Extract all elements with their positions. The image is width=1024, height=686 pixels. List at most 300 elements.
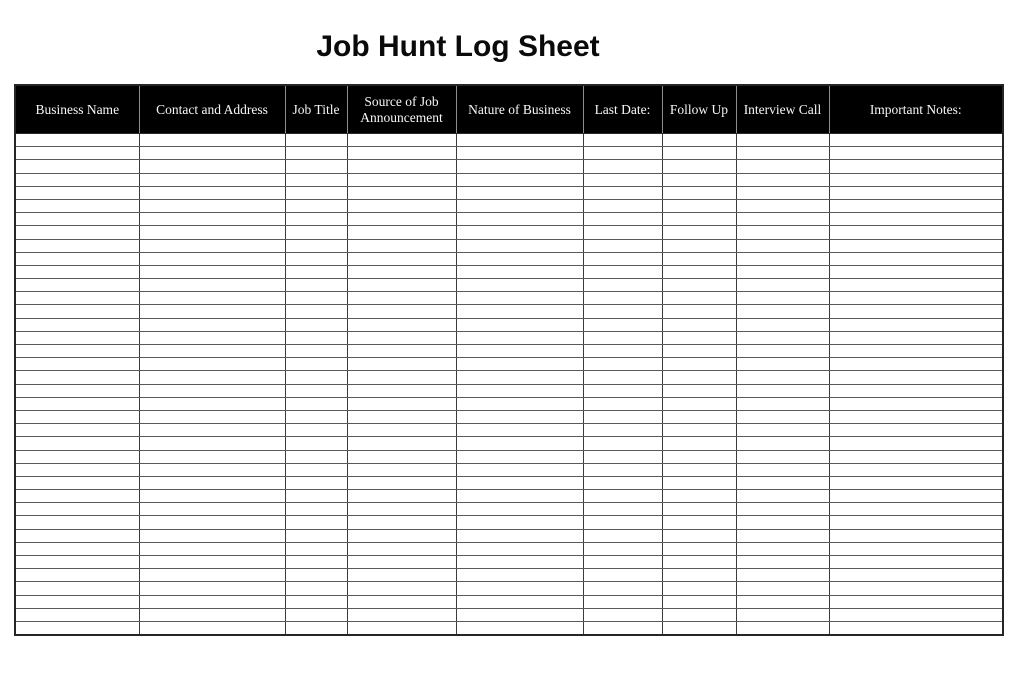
table-row [15,318,1003,331]
table-cell [139,318,285,331]
table-cell [456,331,583,344]
table-cell [15,331,139,344]
table-cell [347,608,456,621]
table-row [15,134,1003,147]
table-cell [829,608,1003,621]
table-cell [15,292,139,305]
table-cell [736,450,829,463]
table-cell [139,279,285,292]
table-cell [285,345,347,358]
table-cell [736,397,829,410]
table-cell [139,608,285,621]
table-cell [583,173,662,186]
table-cell [285,463,347,476]
table-cell [347,226,456,239]
table-cell [583,213,662,226]
table-cell [456,608,583,621]
table-cell [736,490,829,503]
table-cell [285,173,347,186]
table-cell [662,476,736,489]
table-cell [662,424,736,437]
table-cell [347,582,456,595]
table-row [15,503,1003,516]
table-row [15,371,1003,384]
table-cell [662,265,736,278]
table-cell [583,305,662,318]
table-cell [736,556,829,569]
table-cell [829,437,1003,450]
table-cell [662,503,736,516]
table-row [15,490,1003,503]
table-cell [139,173,285,186]
table-cell [829,186,1003,199]
table-cell [285,384,347,397]
table-cell [285,410,347,423]
table-cell [583,621,662,635]
table-cell [456,490,583,503]
table-cell [736,582,829,595]
table-cell [829,463,1003,476]
table-cell [285,490,347,503]
table-cell [456,226,583,239]
table-row [15,292,1003,305]
table-cell [736,279,829,292]
table-cell [662,582,736,595]
table-cell [662,556,736,569]
table-cell [285,226,347,239]
table-cell [456,569,583,582]
table-cell [285,397,347,410]
table-cell [829,279,1003,292]
table-cell [285,503,347,516]
table-cell [736,424,829,437]
table-cell [583,556,662,569]
table-cell [736,213,829,226]
table-row [15,173,1003,186]
table-cell [583,410,662,423]
table-cell [583,265,662,278]
table-cell [583,199,662,212]
table-cell [347,384,456,397]
table-cell [456,384,583,397]
table-row [15,595,1003,608]
table-cell [456,529,583,542]
table-cell [829,345,1003,358]
table-cell [583,318,662,331]
table-cell [285,186,347,199]
table-cell [583,529,662,542]
table-cell [456,450,583,463]
table-cell [285,450,347,463]
table-cell [347,516,456,529]
table-row [15,226,1003,239]
table-cell [829,226,1003,239]
table-cell [347,305,456,318]
table-cell [15,173,139,186]
table-cell [285,279,347,292]
table-cell [583,595,662,608]
table-row [15,331,1003,344]
table-cell [662,358,736,371]
table-cell [347,371,456,384]
table-cell [829,160,1003,173]
table-cell [736,292,829,305]
table-cell [583,160,662,173]
table-cell [15,279,139,292]
table-cell [15,450,139,463]
table-row [15,279,1003,292]
table-cell [347,213,456,226]
table-cell [662,160,736,173]
table-cell [347,476,456,489]
table-cell [736,147,829,160]
table-cell [829,239,1003,252]
table-cell [583,186,662,199]
table-cell [139,265,285,278]
table-cell [285,239,347,252]
table-cell [583,331,662,344]
table-cell [139,463,285,476]
column-header-nature-of-business: Nature of Business [456,85,583,134]
table-cell [662,410,736,423]
table-cell [829,556,1003,569]
table-cell [736,134,829,147]
table-cell [583,424,662,437]
table-cell [139,345,285,358]
table-cell [736,305,829,318]
table-row [15,569,1003,582]
table-cell [139,410,285,423]
table-cell [139,134,285,147]
table-cell [829,503,1003,516]
table-row [15,582,1003,595]
table-cell [662,569,736,582]
column-header-source-of-job-announcement: Source of Job Announcement [347,85,456,134]
table-cell [583,582,662,595]
table-row [15,265,1003,278]
table-row [15,529,1003,542]
table-cell [285,595,347,608]
table-cell [829,173,1003,186]
table-cell [829,147,1003,160]
table-row [15,199,1003,212]
page-title: Job Hunt Log Sheet [316,30,600,63]
table-row [15,186,1003,199]
table-cell [583,569,662,582]
table-cell [736,542,829,555]
table-cell [139,503,285,516]
table-cell [736,476,829,489]
table-cell [347,265,456,278]
table-cell [285,529,347,542]
table-cell [285,305,347,318]
table-cell [456,147,583,160]
table-cell [736,529,829,542]
table-cell [285,199,347,212]
table-cell [285,424,347,437]
table-cell [736,239,829,252]
table-cell [15,371,139,384]
table-cell [736,410,829,423]
table-cell [15,239,139,252]
table-cell [583,397,662,410]
table-cell [139,569,285,582]
table-cell [347,397,456,410]
table-cell [347,318,456,331]
table-cell [583,345,662,358]
table-cell [583,503,662,516]
table-cell [829,595,1003,608]
table-cell [347,556,456,569]
table-cell [285,437,347,450]
table-cell [456,173,583,186]
table-cell [456,542,583,555]
table-cell [15,556,139,569]
table-cell [829,397,1003,410]
table-cell [662,490,736,503]
table-cell [347,463,456,476]
title-wrap [0,30,916,64]
table-cell [139,199,285,212]
table-cell [583,371,662,384]
table-cell [139,160,285,173]
table-cell [829,358,1003,371]
table-cell [829,476,1003,489]
table-cell [662,252,736,265]
table-cell [583,542,662,555]
table-row [15,384,1003,397]
table-cell [285,516,347,529]
table-cell [347,173,456,186]
table-cell [15,516,139,529]
table-cell [15,226,139,239]
table-cell [662,173,736,186]
table-cell [736,318,829,331]
table-cell [347,529,456,542]
table-cell [15,213,139,226]
header-row [15,85,1003,134]
table-cell [139,358,285,371]
table-cell [829,542,1003,555]
table-cell [829,516,1003,529]
table-cell [347,279,456,292]
table-cell [829,621,1003,635]
table-cell [662,384,736,397]
table-cell [662,371,736,384]
table-cell [15,542,139,555]
table-cell [15,358,139,371]
table-row [15,147,1003,160]
table-cell [15,424,139,437]
table-cell [15,305,139,318]
column-header-business-name: Business Name [15,85,139,134]
table-cell [583,384,662,397]
table-row [15,239,1003,252]
table-cell [139,542,285,555]
table-cell [15,147,139,160]
table-cell [285,147,347,160]
table-row [15,345,1003,358]
table-cell [285,542,347,555]
table-cell [583,239,662,252]
table-cell [347,424,456,437]
table-cell [347,621,456,635]
table-cell [15,529,139,542]
table-cell [347,503,456,516]
table-cell [347,490,456,503]
table-cell [829,318,1003,331]
table-cell [15,318,139,331]
table-cell [285,476,347,489]
table-cell [456,621,583,635]
table-cell [736,463,829,476]
table-cell [285,556,347,569]
table-row [15,542,1003,555]
table-cell [736,199,829,212]
table-cell [456,345,583,358]
table-cell [662,331,736,344]
table-cell [347,147,456,160]
table-cell [139,292,285,305]
table-cell [15,345,139,358]
table-cell [15,582,139,595]
table-cell [662,239,736,252]
table-cell [15,437,139,450]
table-cell [829,199,1003,212]
table-row [15,556,1003,569]
table-cell [15,252,139,265]
table-cell [139,556,285,569]
table-cell [662,595,736,608]
table-cell [285,292,347,305]
table-cell [347,410,456,423]
table-cell [456,199,583,212]
table-cell [583,226,662,239]
table-cell [736,621,829,635]
table-row [15,516,1003,529]
table-cell [15,490,139,503]
table-cell [285,331,347,344]
table-cell [662,621,736,635]
table-cell [456,186,583,199]
table-cell [456,516,583,529]
table-cell [285,265,347,278]
table-cell [139,490,285,503]
table-cell [15,265,139,278]
table-cell [456,556,583,569]
table-cell [285,569,347,582]
table-cell [139,450,285,463]
table-cell [15,134,139,147]
table-cell [139,437,285,450]
table-cell [139,529,285,542]
table-row [15,410,1003,423]
table-row [15,252,1003,265]
table-cell [662,213,736,226]
table-cell [829,410,1003,423]
table-cell [583,147,662,160]
table-cell [15,503,139,516]
table-cell [139,226,285,239]
table-cell [139,621,285,635]
table-row [15,463,1003,476]
table-cell [662,450,736,463]
table-row [15,358,1003,371]
table-cell [583,476,662,489]
table-cell [662,437,736,450]
table-cell [829,331,1003,344]
table-cell [662,226,736,239]
column-header-contact-and-address: Contact and Address [139,85,285,134]
table-cell [15,199,139,212]
table-cell [662,529,736,542]
table-cell [456,463,583,476]
table-cell [139,384,285,397]
table-cell [285,134,347,147]
table-cell [456,292,583,305]
table-cell [736,265,829,278]
table-cell [662,608,736,621]
table-cell [139,595,285,608]
table-cell [829,529,1003,542]
table-cell [736,608,829,621]
table-row [15,476,1003,489]
table-cell [829,134,1003,147]
table-cell [15,397,139,410]
table-cell [736,345,829,358]
table-cell [15,160,139,173]
table-cell [347,186,456,199]
table-cell [456,503,583,516]
table-cell [347,134,456,147]
table-cell [662,397,736,410]
table-cell [347,199,456,212]
table-cell [139,476,285,489]
table-cell [583,292,662,305]
table-cell [662,542,736,555]
table-cell [829,582,1003,595]
table-cell [736,569,829,582]
table-cell [139,147,285,160]
table-cell [829,292,1003,305]
table-cell [456,252,583,265]
table-cell [662,186,736,199]
table-cell [456,595,583,608]
table-cell [285,318,347,331]
table-cell [456,134,583,147]
table-cell [829,213,1003,226]
column-header-follow-up: Follow Up [662,85,736,134]
table-cell [829,384,1003,397]
column-header-last-date: Last Date: [583,85,662,134]
table-cell [829,305,1003,318]
table-cell [347,595,456,608]
table-cell [15,476,139,489]
table-cell [662,279,736,292]
table-cell [736,384,829,397]
table-cell [347,542,456,555]
table-cell [662,318,736,331]
table-cell [736,226,829,239]
table-cell [829,569,1003,582]
table-cell [662,516,736,529]
table-cell [662,199,736,212]
table-row [15,397,1003,410]
table-cell [736,437,829,450]
table-cell [583,358,662,371]
table-cell [736,160,829,173]
table-cell [736,595,829,608]
